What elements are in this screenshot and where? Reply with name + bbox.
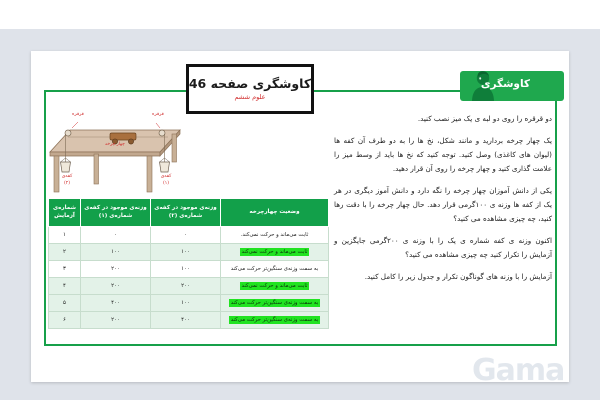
cell-weight2: ۲۰۰ xyxy=(151,278,221,295)
cell-weight1: ۰ xyxy=(81,227,151,244)
column-header-weight2: وزنه‌ی موجود در کفه‌ی شماره‌ی (۲) xyxy=(151,199,221,227)
label-pan-1-number: (۱) xyxy=(162,181,170,186)
table-row xyxy=(49,261,329,278)
status-badge xyxy=(460,71,564,101)
table-row xyxy=(49,278,329,295)
page-title: کاوشگری صفحه 46 xyxy=(188,75,312,91)
cell-experiment-number: ۶ xyxy=(49,312,81,329)
highlighted-answer: ثابت می‌ماند و حرکت نمی‌کند xyxy=(241,282,308,289)
instruction-paragraph-2: یک چهار چرخه برداريد و مانند شکل، نخ ها را به دو طرف آن کفه ها (لیوان های کاغذی) وصل کنید. توجه کنید که نخ ها باید از وسط میز را علامت گذاری کنید و چهار چرخه را روی آن قرار دهید. xyxy=(334,136,552,174)
table-row xyxy=(49,227,329,244)
title-plaque xyxy=(186,64,314,114)
page-subtitle: علوم ششم xyxy=(234,93,266,102)
cell-weight2: ۴۰۰ xyxy=(151,312,221,329)
cell-status xyxy=(221,244,329,261)
experiment-results-table xyxy=(49,198,329,330)
cell-status: ثابت می‌ماند و حرکت نمی‌کند. xyxy=(221,227,329,244)
table-row xyxy=(49,295,329,312)
cell-status xyxy=(221,312,329,329)
label-pulley-top: قرقره xyxy=(152,112,164,117)
column-header-weight1: وزنه‌ی موجود در کفه‌ی شماره‌ی (۱) xyxy=(81,199,151,227)
label-pan-2: کفه‌ی xyxy=(61,174,73,179)
cell-weight2: ۱۰۰ xyxy=(151,244,221,261)
column-header-number: شماره‌ی آزمایش xyxy=(49,199,81,227)
watermark-logo xyxy=(472,350,590,392)
cell-experiment-number: ۲ xyxy=(49,244,81,261)
instructions-text xyxy=(334,112,552,292)
cell-weight1: ۲۰۰ xyxy=(81,278,151,295)
label-pan-2-number: (۲) xyxy=(63,181,71,186)
cell-experiment-number: ۵ xyxy=(49,295,81,312)
cell-weight2: ۰ xyxy=(151,227,221,244)
highlighted-answer: به سمت وزنه‌ی سنگین‌تر حرکت می‌کند xyxy=(230,316,319,323)
cell-experiment-number: ۳ xyxy=(49,261,81,278)
cell-weight1: ۲۰۰ xyxy=(81,261,151,278)
cell-status xyxy=(221,295,329,312)
cell-weight2: ۱۰۰ xyxy=(151,261,221,278)
table-body xyxy=(49,227,329,329)
table-header-row xyxy=(49,199,329,227)
cell-status: به سمت وزنه‌ی سنگین‌تر حرکت می‌کند xyxy=(221,261,329,278)
table-row xyxy=(49,244,329,261)
data-table xyxy=(48,198,329,329)
cell-experiment-number: ۱ xyxy=(49,227,81,244)
badge-label: کاوشگری xyxy=(480,78,530,90)
cell-weight1: ۲۰۰ xyxy=(81,312,151,329)
watermark-text: Gama xyxy=(472,353,565,388)
label-pan-1: کفه‌ی xyxy=(160,174,172,179)
table-row xyxy=(49,312,329,329)
experiment-illustration xyxy=(48,104,200,196)
column-header-status: وضعیت چهارچرخه xyxy=(221,199,329,227)
cell-weight2: ۱۰۰ xyxy=(151,295,221,312)
instruction-paragraph-3: یکی از دانش آموزان چهار چرخه را نگه دارد و دانش آموز دیگری در هر یک از کفه ها وزنه ی ۱۰۰گرمی قرار دهد. حال چهار چرخه را با دقت رها کنید، چه چیزی مشاهده می کنید؟ xyxy=(334,186,552,224)
label-pulley-left: قرقره xyxy=(72,112,84,117)
highlighted-answer: به سمت وزنه‌ی سنگین‌تر حرکت می‌کند xyxy=(230,299,319,306)
highlighted-answer: ثابت می‌ماند و حرکت نمی‌کند xyxy=(241,248,308,255)
cell-experiment-number: ۴ xyxy=(49,278,81,295)
cell-weight1: ۴۰۰ xyxy=(81,295,151,312)
cell-weight1: ۱۰۰ xyxy=(81,244,151,261)
cell-status xyxy=(221,278,329,295)
instruction-paragraph-5: آزمایش را با وزنه های گوناگون تکرار و جدول زیر را کامل کنید. xyxy=(364,272,552,282)
instruction-paragraph-4: اکنون وزنه ی کفه شماره ی یک را با وزنه ی ۲۰۰گرمی جایگزین و آزمایش را تکرار کنید چه چیزی مشاهده می کنید؟ xyxy=(334,236,552,260)
label-cart: چهار چرخه xyxy=(105,142,125,147)
instruction-paragraph-1: دو قرقره را روی دو لبه ی یک میز نصب کنید. xyxy=(417,114,552,123)
